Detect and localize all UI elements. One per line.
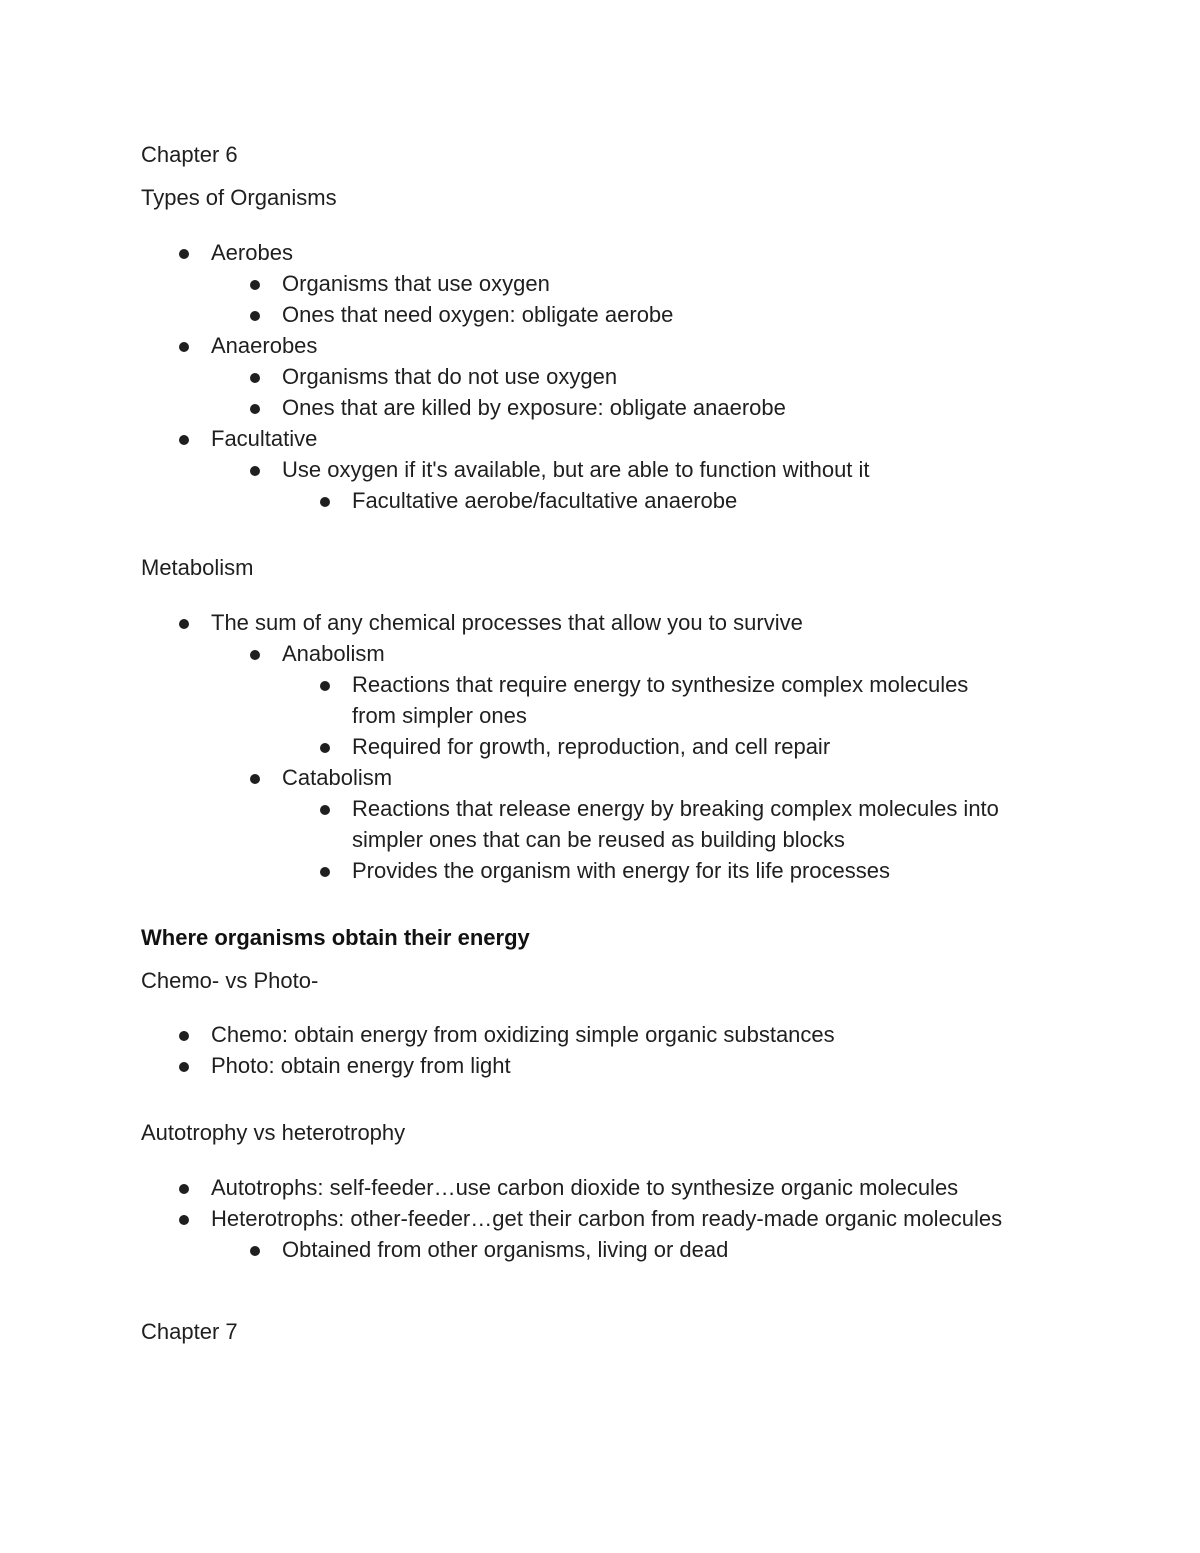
chapter-6-heading: Chapter 6: [141, 142, 238, 167]
autotrophy-heading: Autotrophy vs heterotrophy: [141, 1120, 406, 1145]
list-item: The sum of any chemical processes that allow you to survive: [211, 610, 803, 635]
bullet-icon: [320, 867, 330, 877]
bullet-icon: [250, 373, 260, 383]
list-item: Use oxygen if it's available, but are able to function without it: [282, 457, 870, 482]
bullet-icon: [250, 280, 260, 290]
bullet-icon: [179, 249, 189, 259]
list-item-aerobes: Aerobes: [211, 240, 293, 265]
bullet-icon: [250, 1246, 260, 1256]
metabolism-heading: Metabolism: [141, 555, 254, 580]
bullet-icon: [250, 404, 260, 414]
chapter-7-heading: Chapter 7: [141, 1319, 238, 1344]
energy-heading: Where organisms obtain their energy: [141, 925, 530, 950]
list-item-catabolism: Catabolism: [282, 765, 393, 790]
bullet-icon: [320, 681, 330, 691]
list-item: Required for growth, reproduction, and cell repair: [352, 734, 831, 759]
bullet-icon: [320, 497, 330, 507]
list-item-continuation: simpler ones that can be reused as building blocks: [352, 827, 845, 852]
chemo-photo-heading: Chemo- vs Photo-: [141, 968, 319, 993]
bullet-icon: [320, 743, 330, 753]
list-item: Reactions that require energy to synthesize complex molecules: [352, 672, 969, 697]
list-item: Organisms that use oxygen: [282, 271, 550, 296]
list-item: Heterotrophs: other-feeder…get their carbon from ready-made organic molecules: [211, 1206, 1003, 1231]
list-item: Ones that need oxygen: obligate aerobe: [282, 302, 674, 327]
list-item: Chemo: obtain energy from oxidizing simple organic substances: [211, 1022, 835, 1047]
bullet-icon: [179, 1062, 189, 1072]
bullet-icon: [179, 619, 189, 629]
list-item-continuation: from simpler ones: [352, 703, 527, 728]
list-item: Reactions that release energy by breaking complex molecules into: [352, 796, 999, 821]
list-item-anaerobes: Anaerobes: [211, 333, 318, 358]
list-item-facultative: Facultative: [211, 426, 318, 451]
list-item: Ones that are killed by exposure: obligate anaerobe: [282, 395, 786, 420]
bullet-icon: [179, 1184, 189, 1194]
bullet-icon: [179, 1215, 189, 1225]
list-item: Obtained from other organisms, living or dead: [282, 1237, 729, 1262]
bullet-icon: [250, 650, 260, 660]
bullet-icon: [179, 1031, 189, 1041]
list-item: Provides the organism with energy for its life processes: [352, 858, 891, 883]
list-item-anabolism: Anabolism: [282, 641, 385, 666]
list-item: Facultative aerobe/facultative anaerobe: [352, 488, 738, 513]
bullet-icon: [250, 311, 260, 321]
list-item: Autotrophs: self-feeder…use carbon dioxide to synthesize organic molecules: [211, 1175, 959, 1200]
bullet-icon: [250, 466, 260, 476]
bullet-icon: [320, 805, 330, 815]
list-item: Photo: obtain energy from light: [211, 1053, 511, 1078]
bullet-icon: [179, 435, 189, 445]
bullet-icon: [179, 342, 189, 352]
bullet-icon: [250, 774, 260, 784]
list-item: Organisms that do not use oxygen: [282, 364, 618, 389]
types-of-organisms-heading: Types of Organisms: [141, 185, 337, 210]
